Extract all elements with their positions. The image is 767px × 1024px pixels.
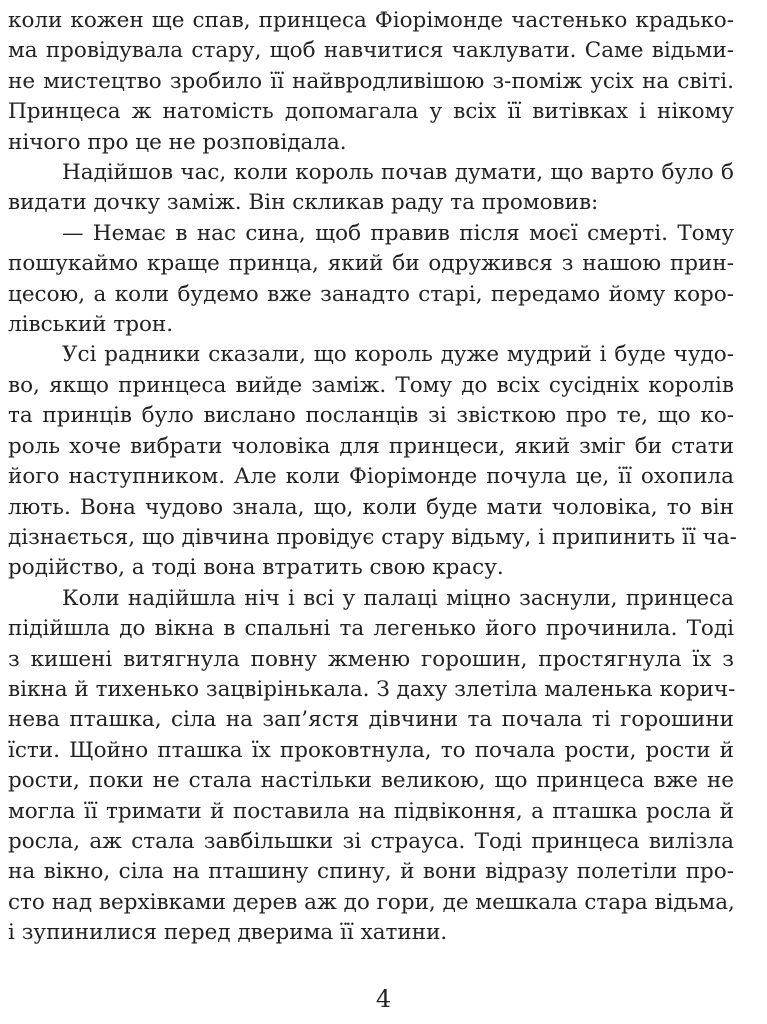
text-line: родійство, а тоді вона втратить свою красу.	[8, 555, 504, 581]
text-line: нева пташка, сіла на зап’ястя дівчини та почала ті горошини	[8, 707, 734, 733]
paragraph-5	[8, 584, 734, 949]
text-line: лівський трон.	[8, 312, 174, 338]
text-line: роль хоче вибрати чоловіка для принцеси, який зміг би стати	[8, 433, 734, 459]
page-number: 4	[375, 985, 392, 1013]
text-line: видати дочку заміж. Він скликав раду та промовив:	[8, 190, 599, 216]
paragraph-2	[8, 158, 734, 219]
paragraph-1	[8, 6, 734, 158]
text-line: цесою, а коли будемо вже занадто старі, передамо йому коро-	[8, 281, 734, 307]
text-line: росла, аж стала завбільшки зі страуса. Тоді принцеса вилізла	[8, 828, 734, 854]
page-body	[8, 6, 737, 949]
text-line: Усі радники сказали, що король дуже мудрий і буде чудо-	[62, 342, 734, 368]
text-line: рости, поки не стала настільки великою, що принцеса вже не	[8, 768, 734, 794]
paragraph-4	[8, 340, 737, 583]
text-line: — Немає в нас сина, щоб правив після моєї смерті. Тому	[62, 220, 734, 246]
text-line: могла її тримати й поставила на підвіконня, а пташка росла й	[8, 798, 734, 824]
text-line: з кишені витягнула повну жменю горошин, простягнула їх з	[8, 646, 734, 672]
text-line: та принців було вислано посланців зі звісткою про те, що ко-	[8, 403, 734, 429]
text-line: коли кожен ще спав, принцеса Фіорімонде частенько крадько-	[8, 8, 734, 33]
text-line: підійшла до вікна в спальні та легенько його прочинила. Тоді	[8, 616, 734, 642]
text-line: пошукаймо краще принца, який би одружився з нашою прин-	[8, 251, 734, 277]
text-line: його наступником. Але коли Фіорімонде почула це, її охопила	[8, 464, 734, 490]
text-line: сто над верхівками дерев аж до гори, де мешкала стара відьма,	[8, 889, 735, 915]
paragraph-3	[8, 219, 734, 341]
text-line: лють. Вона чудово знала, що, коли буде мати чоловіка, то він	[8, 494, 734, 520]
text-line: Надійшов час, коли король почав думати, що варто було б	[62, 160, 734, 186]
text-line: нічого про це не розповідала.	[8, 129, 347, 155]
text-line: во, якщо принцеса вийде заміж. Тому до всіх сусідніх королів	[8, 372, 734, 398]
text-line: Принцеса ж натомість допомагала у всіх її витівках і нікому	[8, 99, 734, 125]
text-line: вікна й тихенько зацвірінькала. З даху злетіла маленька корич-	[8, 676, 736, 702]
text-line: на вікно, сіла на пташину спину, й вони відразу полетіли про-	[8, 859, 734, 885]
text-line: дізнається, що дівчина провідує стару відьму, і припинить її ча-	[8, 524, 737, 550]
text-line: і зупинилися перед дверима її хатини.	[8, 920, 448, 946]
text-line: Коли надійшла ніч і всі у палаці міцно заснули, принцеса	[62, 585, 734, 611]
text-line: їсти. Щойно пташка їх проковтнула, то почала рости, рости й	[8, 737, 734, 763]
text-line: ма провідувала стару, щоб навчитися чаклувати. Саме відьми-	[8, 38, 734, 64]
text-line: не мистецтво зробило її найвродливішою з-поміж усіх на світі.	[8, 68, 734, 94]
